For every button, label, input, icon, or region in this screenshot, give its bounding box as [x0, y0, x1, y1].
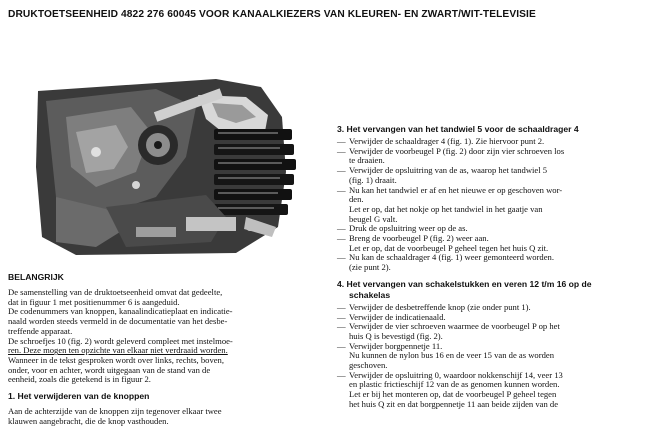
intro-line: De samenstelling van de druktoetseenheid omvat dat gedeelte,	[8, 287, 223, 297]
section-1-heading: 1. Het verwijderen van de knoppen	[8, 391, 150, 402]
intro-line: onder, voor en achter, wordt uitgegaan van de stand van de	[8, 364, 211, 375]
list-item: — Druk de opsluitring weer op de as.	[337, 223, 468, 234]
list-item: geschoven.	[349, 360, 388, 371]
list-item: — Verwijder de voorbeugel P (fig. 2) door zijn vier schroeven los	[337, 145, 565, 156]
intro-line: eenheid, zoals die getekend is in figuur 2.	[8, 374, 151, 385]
push-button-unit-photo	[36, 77, 302, 255]
list-item: — Verwijder de opsluitring van de as, waarop het tandwiel 5	[337, 165, 548, 176]
right-column	[337, 124, 649, 410]
list-item: en plastic frictieschijf 12 van de as genomen kunnen worden.	[349, 379, 560, 390]
list-item: — Verwijder de opsluitring 0, waardoor nokkenschijf 14, veer 13	[337, 369, 563, 380]
section-1-line: Aan de achterzijde van de knoppen zijn tegenover elkaar twee	[8, 406, 222, 417]
intro-line: treffende apparaat.	[8, 325, 73, 336]
list-item: te draaien.	[349, 155, 385, 166]
list-item: — Nu kan het tandwiel er af en het nieuwe er op geschoven wor-	[337, 184, 563, 195]
list-item: — Verwijder de desbetreffende knop (zie onder punt 1).	[337, 301, 531, 312]
section-4-heading: 4. Het vervangen van schakelstukken en veren 12 t/m 16 op de	[337, 278, 592, 289]
list-item: (fig. 1) draait.	[349, 174, 397, 185]
intro-line: De schroefjes 10 (fig. 2) wordt geleverd compleet met instelmoe-	[8, 335, 233, 346]
underlined-warning-line: ren. Deze mogen ten opzichte van elkaar niet verdraaid worden.	[8, 345, 228, 356]
list-item: (zie punt 2).	[349, 262, 391, 273]
intro-line: dat in figuur 1 met positienummer 6 is aangeduid.	[8, 296, 180, 307]
list-item: Let er op, dat het nokje op het tandwiel in het gaatje van	[349, 203, 543, 214]
list-item: Let er op, dat de voorbeugel P geheel tegen het huis Q zit.	[349, 242, 549, 253]
section-1-line: klauwen aangebracht, die de knop vasthouden.	[8, 415, 169, 426]
section-3-heading: 3. Het vervangen van het tandwiel 5 voor de schaaldrager 4	[337, 124, 579, 134]
section-4-list	[337, 303, 649, 410]
list-item: — Verwijder de indicatienaald.	[337, 311, 446, 322]
belangrijk-heading: BELANGRIJK	[8, 272, 64, 282]
section-3-list	[337, 137, 649, 273]
list-item: huis Q is bevestigd (fig. 2).	[349, 330, 443, 341]
intro-line: Wanneer in de tekst gesproken wordt over links, rechts, boven,	[8, 354, 225, 365]
list-item: — Verwijder de vier schroeven waarmee de voorbeugel P op het	[337, 321, 560, 332]
list-item: Nu kunnen de nylon bus 16 en de veer 15 van de as worden	[349, 350, 555, 361]
list-item: Let er bij het monteren op, dat de voorbeugel P geheel tegen	[349, 389, 557, 400]
section-4-heading-cont: schakelas	[349, 289, 391, 300]
left-column	[8, 272, 310, 426]
intro-line: De codenummers van knoppen, kanaalindicatieplaat en indicatie-	[8, 306, 233, 317]
list-item: — Breng de voorbeugel P (fig. 2) weer aan.	[337, 233, 489, 244]
list-item: — Nu kan de schaaldrager 4 (fig. 1) weer gemonteerd worden.	[337, 252, 554, 263]
list-item: beugel G valt.	[349, 213, 398, 224]
intro-line: naald worden steeds vermeld in de documentatie van het desbe-	[8, 316, 228, 327]
list-item: het huis Q zit en dat borgpennetje 11 aan beide zijden van de	[349, 398, 559, 409]
list-item: — Verwijder de schaaldrager 4 (fig. 1). Zie hiervoor punt 2.	[337, 136, 545, 146]
list-item: — Verwijder borgpennetje 11.	[337, 340, 443, 351]
list-item: den.	[349, 194, 364, 205]
document-header: DRUKTOETSEENHEID 4822 276 60045 VOOR KANAALKIEZERS VAN KLEUREN- EN ZWART/WIT-TELEVISIE	[8, 9, 536, 20]
